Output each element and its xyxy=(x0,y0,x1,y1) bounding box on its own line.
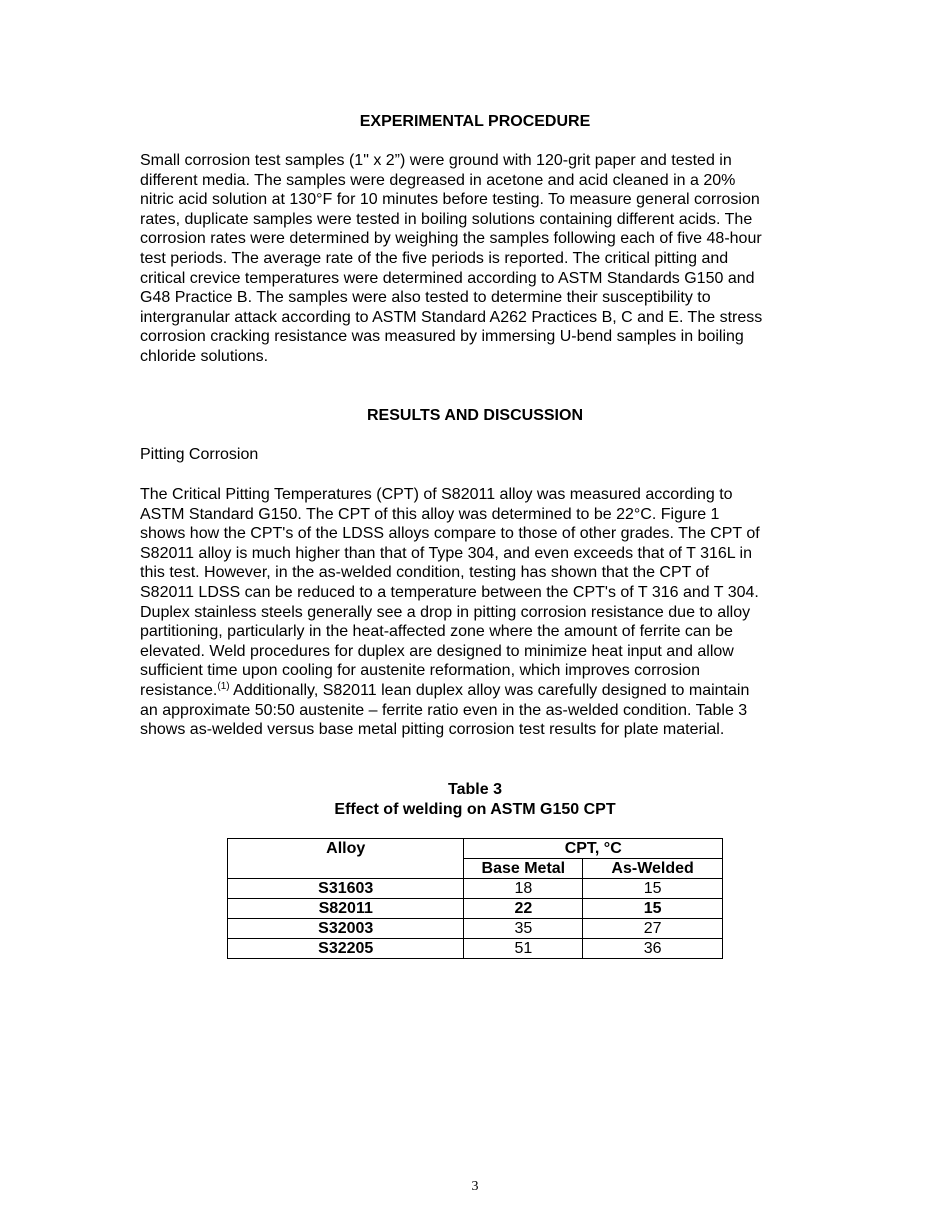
paragraph-line: intergranular attack according to ASTM Standard A262 Practices B, C and E. The stress xyxy=(140,308,763,326)
paragraph-line: G48 Practice B. The samples were also tested to determine their susceptibility to xyxy=(140,289,711,307)
base-metal-cell: 51 xyxy=(464,939,583,959)
header-as-welded: As-Welded xyxy=(583,859,723,879)
paragraph-line: Duplex stainless steels generally see a drop in pitting corrosion resistance due to alloy xyxy=(140,603,751,621)
experimental-heading: EXPERIMENTAL PROCEDURE xyxy=(359,113,591,130)
paragraph-line: shows as-welded versus base metal pitting corrosion test results for plate material. xyxy=(140,721,725,739)
paragraph-line: corrosion rates were determined by weighing the samples following each of five 48-hour xyxy=(140,230,762,248)
ref-line-start: resistance. xyxy=(140,681,218,699)
paragraph-line: corrosion cracking resistance was measured by immersing U-bend samples in boiling xyxy=(140,328,744,346)
paragraph-line: an approximate 50:50 austenite – ferrite ratio even in the as-welded condition. Table 3 xyxy=(140,701,748,719)
base-metal-cell: 22 xyxy=(464,899,583,919)
ref-line-end: Additionally, S82011 lean duplex alloy was carefully designed to maintain xyxy=(229,681,750,699)
paragraph-line: partitioning, particularly in the heat-affected zone where the amount of ferrite can be xyxy=(140,623,733,641)
header-cpt: CPT, °C xyxy=(464,839,723,859)
paragraph-line: different media. The samples were degreased in acetone and acid cleaned in a 20% xyxy=(140,171,736,189)
paragraph-line: chloride solutions. xyxy=(140,347,269,365)
table-row xyxy=(228,919,723,939)
paragraph-line: nitric acid solution at 130°F for 10 minutes before testing. To measure general corrosion xyxy=(140,191,760,209)
paragraph-line: The Critical Pitting Temperatures (CPT) of S82011 alloy was measured according to xyxy=(140,486,733,503)
cpt-table xyxy=(227,838,723,959)
paragraph-line: shows how the CPT's of the LDSS alloys compare to those of other grades. The CPT of xyxy=(140,525,760,543)
paragraph-line: S82011 alloy is much higher than that of Type 304, and even exceeds that of T 316L in xyxy=(140,544,752,562)
as-welded-cell: 15 xyxy=(583,899,723,919)
paragraph-line: test periods. The average rate of the five periods is reported. The critical pitting and xyxy=(140,249,729,267)
paragraph-line: sufficient time upon cooling for austenite reformation, which improves corrosion xyxy=(140,662,700,680)
paragraph-line: this test. However, in the as-welded condition, testing has shown that the CPT of xyxy=(140,564,709,582)
table-caption-title: Effect of welding on ASTM G150 CPT xyxy=(334,801,616,818)
table-header-row xyxy=(228,839,723,859)
page-number: 3 xyxy=(471,1179,479,1194)
table-row xyxy=(228,879,723,899)
base-metal-cell: 35 xyxy=(464,919,583,939)
alloy-cell: S32003 xyxy=(228,919,464,939)
alloy-cell: S32205 xyxy=(228,939,464,959)
pitting-paragraph xyxy=(140,485,812,740)
paragraph-line: elevated. Weld procedures for duplex are designed to minimize heat input and allow xyxy=(140,642,734,660)
paragraph-line: rates, duplicate samples were tested in boiling solutions containing different acids. The xyxy=(140,210,753,228)
table-row xyxy=(228,939,723,959)
experimental-paragraph xyxy=(140,151,812,367)
paragraph-line: critical crevice temperatures were determined according to ASTM Standards G150 and xyxy=(140,269,755,287)
paragraph-line: ASTM Standard G150. The CPT of this alloy was determined to be 22°C. Figure 1 xyxy=(140,505,720,523)
results-heading: RESULTS AND DISCUSSION xyxy=(366,407,583,424)
paragraph-line xyxy=(140,681,812,701)
as-welded-cell: 36 xyxy=(583,939,723,959)
as-welded-cell: 15 xyxy=(583,879,723,899)
pitting-subheading: Pitting Corrosion xyxy=(140,446,259,463)
table-row xyxy=(228,899,723,919)
header-base-metal: Base Metal xyxy=(464,859,583,879)
paragraph-line: S82011 LDSS can be reduced to a temperature between the CPT's of T 316 and T 304. xyxy=(140,583,759,601)
base-metal-cell: 18 xyxy=(464,879,583,899)
table-caption-number: Table 3 xyxy=(448,781,502,798)
as-welded-cell: 27 xyxy=(583,919,723,939)
alloy-cell: S31603 xyxy=(228,879,464,899)
paragraph-line: Small corrosion test samples (1" x 2”) were ground with 120-grit paper and tested in xyxy=(140,152,732,169)
header-alloy: Alloy xyxy=(228,839,464,879)
alloy-cell: S82011 xyxy=(228,899,464,919)
reference-mark: (1) xyxy=(217,680,230,692)
